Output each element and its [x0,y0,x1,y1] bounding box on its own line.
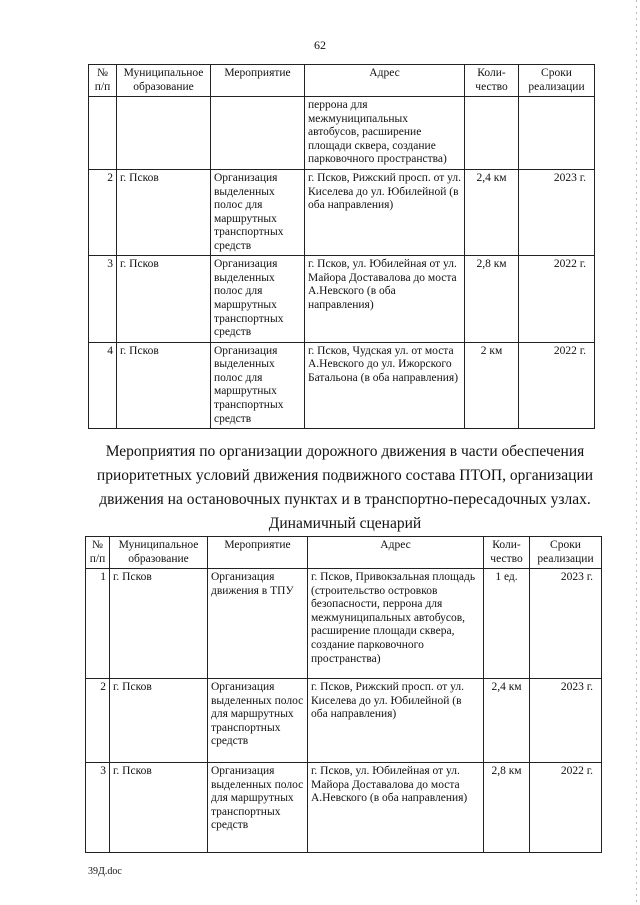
cell-quantity: 2 км [465,342,519,428]
header-measure: Мероприятие [211,65,305,97]
cell-quantity: 2,8 км [484,763,530,853]
cell-measure: Организация выделенных полос для маршрутных транспортных средств [208,679,308,763]
cell-num: 2 [86,679,110,763]
header-municipality: Муниципальное образование [110,537,208,569]
cell-quantity: 2,4 км [465,169,519,255]
cell-municipality: г. Псков [117,342,211,428]
cell-address: г. Псков, Рижский просп. от ул. Киселева до ул. Юбилейной (в оба направления) [308,679,484,763]
cell-deadline: 2022 г. [519,256,595,342]
cell-quantity [465,97,519,170]
cell-municipality: г. Псков [110,679,208,763]
table-row [89,97,595,170]
cell-deadline: 2023 г. [530,569,602,679]
cell-municipality [117,97,211,170]
footer-filename: 39Д.doc [88,866,122,877]
table-row [89,169,595,255]
cell-measure: Организация выделенных полос для маршрутных транспортных средств [211,256,305,342]
cell-measure: Организация выделенных полос для маршрутных транспортных средств [211,169,305,255]
cell-deadline: 2023 г. [530,679,602,763]
cell-municipality: г. Псков [117,169,211,255]
measures-table-2 [85,536,602,853]
cell-num [89,97,117,170]
cell-quantity: 2,4 км [484,679,530,763]
table-row [89,256,595,342]
cell-num: 4 [89,342,117,428]
cell-municipality: г. Псков [117,256,211,342]
header-deadline: Сроки реализации [530,537,602,569]
header-quantity: Коли-чество [465,65,519,97]
measures-table-1 [88,64,595,429]
page-number: 62 [314,38,326,52]
cell-address: г. Псков, Рижский просп. от ул. Киселева до ул. Юбилейной (в оба направления) [305,169,465,255]
header-deadline: Сроки реализации [519,65,595,97]
header-measure: Мероприятие [208,537,308,569]
cell-measure [211,97,305,170]
cell-municipality: г. Псков [110,763,208,853]
table-row [86,763,602,853]
cell-address: г. Псков, ул. Юбилейная от ул. Майора Доставалова до моста А.Невского (в оба направления) [308,763,484,853]
table-row [86,679,602,763]
cell-measure: Организация выделенных полос для маршрутных транспортных средств [211,342,305,428]
header-num: № п/п [89,65,117,97]
cell-deadline: 2023 г. [519,169,595,255]
scan-edge [636,0,637,905]
table-row [89,342,595,428]
cell-quantity: 1 ед. [484,569,530,679]
cell-address: г. Псков, Чудская ул. от моста А.Невского до ул. Ижорского Батальона (в оба направления) [305,342,465,428]
cell-deadline: 2022 г. [530,763,602,853]
table-header-row [86,537,602,569]
cell-num: 3 [86,763,110,853]
cell-num: 2 [89,169,117,255]
table-header-row [89,65,595,97]
section-heading: Мероприятия по организации дорожного движения в части обеспечения приоритетных условий движения подвижного состава ПТОП, организации движения на остановочных пунктах и в транспортно-пересадочных узлах. Динамичный сценарий [96,443,594,532]
header-municipality: Муниципальное образование [117,65,211,97]
cell-deadline [519,97,595,170]
header-address: Адрес [308,537,484,569]
header-num: № п/п [86,537,110,569]
cell-num: 3 [89,256,117,342]
header-address: Адрес [305,65,465,97]
table-row [86,569,602,679]
cell-address: г. Псков, Привокзальная площадь (строительство островков безопасности, перрона для межмуниципальных автобусов, расширение площади сквера, создание парковочного пространства) [308,569,484,679]
cell-quantity: 2,8 км [465,256,519,342]
cell-address: перрона для межмуниципальных автобусов, расширение площади сквера, создание парковочного пространства) [305,97,465,170]
cell-deadline: 2022 г. [519,342,595,428]
cell-address: г. Псков, ул. Юбилейная от ул. Майора Доставалова до моста А.Невского (в оба направления) [305,256,465,342]
cell-municipality: г. Псков [110,569,208,679]
cell-measure: Организация движения в ТПУ [208,569,308,679]
cell-num: 1 [86,569,110,679]
header-quantity: Коли-чество [484,537,530,569]
cell-measure: Организация выделенных полос для маршрутных транспортных средств [208,763,308,853]
